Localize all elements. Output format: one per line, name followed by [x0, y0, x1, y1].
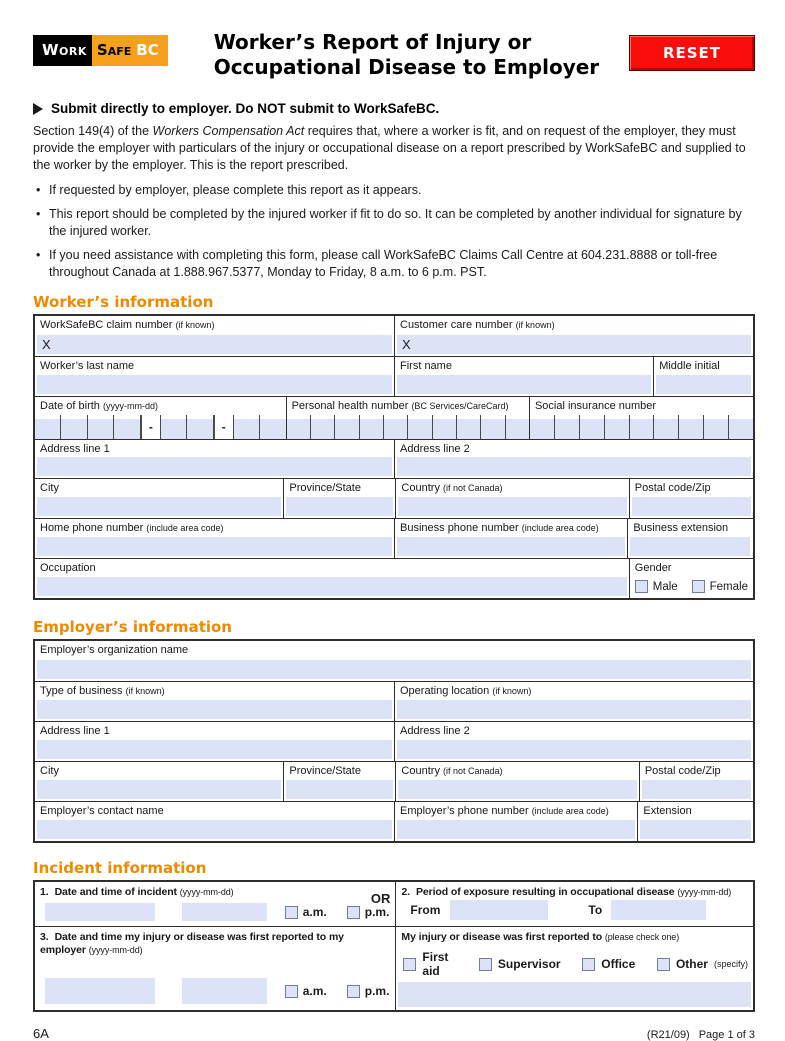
worker-country-field: Country (if not Canada)	[395, 479, 628, 518]
occupation-field	[35, 559, 629, 598]
am-label: a.m.	[302, 905, 327, 919]
exposure-period-field: 2. Period of exposure resulting in occupational disease (yyyy-mm-dd) From To	[395, 882, 753, 926]
organization-name-label: Employer’s organization name	[40, 644, 189, 656]
type-of-business-field: Type of business (if known)	[35, 682, 394, 721]
worksafebc-logo	[33, 35, 168, 66]
employer-province-input[interactable]	[286, 780, 393, 799]
pm-label: p.m.	[364, 905, 390, 919]
supervisor-label: Supervisor	[497, 957, 561, 971]
organization-name-field	[35, 641, 753, 681]
employer-country-field: Country (if not Canada)	[395, 762, 638, 801]
pm-label: p.m.	[364, 984, 390, 998]
employer-contact-input[interactable]	[37, 820, 392, 839]
sin-label: Social insurance number	[534, 400, 657, 412]
revision-code: (R21/09)	[646, 1029, 690, 1041]
employer-country-input[interactable]	[398, 780, 636, 799]
comb-cell	[481, 415, 505, 439]
first-name-input[interactable]	[397, 375, 651, 394]
business-extension-input[interactable]	[630, 537, 749, 556]
worker-province-label: Province/State	[289, 482, 361, 494]
incident-date-time-field: 1. Date and time of incident (yyyy-mm-dd) OR a.m. p.m.	[40, 886, 391, 919]
or-label: OR	[370, 891, 391, 906]
comb-cell	[433, 415, 457, 439]
logo-work-text: Work	[42, 41, 87, 59]
page-title: Worker’s Report of Injury or Occupational Disease to Employer	[213, 30, 600, 79]
worker-address1-label: Address line 1	[40, 443, 110, 455]
comb-dash: -	[141, 415, 161, 439]
employer-extension-label: Extension	[643, 805, 692, 817]
dob-label: Date of birth	[40, 400, 100, 412]
comb-cell	[605, 415, 630, 439]
reported-date-label: Date and time my injury or disease was first reported to my employer	[40, 931, 344, 956]
claim-number-label: WorkSafeBC claim number	[40, 319, 173, 331]
employer-address1-input[interactable]	[37, 740, 392, 759]
date-of-birth-field: Date of birth (yyyy-mm-dd) - -	[35, 397, 286, 439]
worker-section-heading: Worker’s information	[33, 293, 214, 311]
incident-time-input[interactable]	[182, 903, 267, 921]
first-aid-label: First aid	[422, 950, 449, 978]
intro-paragraph: Section 149(4) of the Workers Compensation Act requires that, where a worker is fit, and on request of the employer, they must provide the employer with particulars of the injury or occupational disease on a report prescribed by WorkSafeBC and supplied to the worker by the employer. This is the report prescribed.	[33, 124, 746, 172]
incident-pm-checkbox[interactable]	[347, 906, 360, 919]
female-label: Female	[709, 580, 748, 593]
other-label: Other	[675, 957, 708, 971]
supervisor-checkbox[interactable]	[479, 958, 492, 971]
employer-country-label: Country	[401, 765, 440, 777]
incident-date-input[interactable]	[45, 903, 155, 921]
comb-cell	[234, 415, 260, 439]
comb-cell	[114, 415, 140, 439]
first-name-label: First name	[400, 360, 452, 372]
employer-postal-label: Postal code/Zip	[644, 765, 721, 777]
bullet-item: • If requested by employer, please complete this report as it appears.	[33, 182, 755, 199]
comb-cell	[311, 415, 335, 439]
exposure-to-input[interactable]	[611, 900, 706, 920]
comb-cell	[408, 415, 432, 439]
employer-address2-field	[394, 722, 753, 761]
worker-address1-input[interactable]	[37, 457, 392, 476]
am-label: a.m.	[302, 984, 327, 998]
comb-cell	[506, 415, 529, 439]
home-phone-input[interactable]	[37, 537, 392, 556]
other-specify-input[interactable]	[398, 982, 751, 1007]
last-name-label: Worker’s last name	[40, 360, 135, 372]
phn-comb-input[interactable]	[287, 415, 529, 439]
last-name-field	[35, 357, 394, 396]
bullet-item: • This report should be completed by the injured worker if fit to do so. It can be completed by another individual for signature by the injured worker.	[33, 206, 755, 240]
intro-bullets	[33, 182, 755, 281]
other-checkbox[interactable]	[657, 958, 670, 971]
employer-contact-label: Employer’s contact name	[40, 805, 164, 817]
comb-cell	[384, 415, 408, 439]
from-label: From	[410, 903, 441, 917]
reported-time-input[interactable]	[182, 978, 267, 1004]
comb-cell	[530, 415, 555, 439]
reported-to-field: My injury or disease was first reported to (please check one) First aid Supervisor Office Other (specify)	[395, 927, 753, 1010]
act-name: Workers Compensation Act	[152, 124, 305, 138]
social-insurance-number-field	[529, 397, 753, 439]
employer-address1-field	[35, 722, 394, 761]
employer-province-field	[283, 762, 395, 801]
employer-postal-field	[639, 762, 753, 801]
last-name-input[interactable]	[37, 375, 392, 394]
comb-cell	[360, 415, 384, 439]
employer-extension-field	[637, 802, 753, 841]
worker-address2-input[interactable]	[397, 457, 751, 476]
incident-section-heading: Incident information	[33, 859, 207, 877]
employer-city-input[interactable]	[37, 780, 281, 799]
employer-extension-input[interactable]	[640, 820, 751, 839]
comb-cell	[35, 415, 61, 439]
employer-section-heading: Employer’s information	[33, 618, 232, 636]
employer-postal-input[interactable]	[642, 780, 751, 799]
employer-province-label: Province/State	[289, 765, 361, 777]
bullet-item: • If you need assistance with completing this form, please call WorkSafeBC Claims Call Centre at 604.231.8888 or toll-free throughout Canada at 1.888.967.5377, Monday to Friday, 8 a.m. to 6 p.m. PST.	[33, 247, 755, 281]
logo-bc-text: BC	[136, 41, 159, 59]
reported-pm-checkbox[interactable]	[347, 985, 360, 998]
customer-care-field: Customer care number (if known) X	[394, 316, 753, 356]
form-number: 6A	[33, 1026, 49, 1041]
claim-number-field: WorkSafeBC claim number (if known) X	[35, 316, 394, 356]
employer-address2-input[interactable]	[397, 740, 751, 759]
personal-health-number-field: Personal health number (BC Services/CareCard)	[286, 397, 529, 439]
reported-date-input[interactable]	[45, 978, 155, 1004]
comb-cell	[654, 415, 679, 439]
page-indicator: Page 1 of 3	[698, 1029, 755, 1041]
worker-address2-field	[394, 440, 753, 478]
middle-initial-label: Middle initial	[659, 360, 720, 372]
arrow-right-icon	[33, 103, 43, 115]
comb-cell	[88, 415, 114, 439]
employer-address1-label: Address line 1	[40, 725, 110, 737]
employer-city-field	[35, 762, 283, 801]
employer-info-table	[33, 639, 755, 843]
operating-location-input[interactable]	[397, 700, 751, 719]
worker-province-input[interactable]	[286, 497, 393, 516]
comb-cell	[630, 415, 655, 439]
worker-postal-label: Postal code/Zip	[634, 482, 711, 494]
employer-phone-label: Employer’s phone number	[400, 805, 529, 817]
comb-cell	[335, 415, 359, 439]
worker-postal-input[interactable]	[632, 497, 751, 516]
comb-cell	[679, 415, 704, 439]
worker-postal-field	[629, 479, 753, 518]
office-label: Office	[601, 957, 636, 971]
business-phone-label: Business phone number	[400, 522, 519, 534]
worker-province-field	[283, 479, 395, 518]
employer-contact-field	[35, 802, 394, 841]
middle-initial-input[interactable]	[656, 375, 751, 394]
page-footer	[33, 1026, 755, 1041]
home-phone-field: Home phone number (include area code)	[35, 519, 394, 558]
worker-city-label: City	[40, 482, 59, 494]
sin-comb-input[interactable]	[530, 415, 753, 439]
dob-comb-input[interactable]	[35, 415, 286, 439]
comb-cell	[61, 415, 87, 439]
office-checkbox[interactable]	[582, 958, 595, 971]
exposure-from-input[interactable]	[450, 900, 548, 920]
male-checkbox[interactable]	[635, 580, 648, 593]
occupation-input[interactable]	[37, 577, 627, 596]
comb-cell	[704, 415, 729, 439]
business-phone-input[interactable]	[397, 537, 625, 556]
worker-country-input[interactable]	[398, 497, 626, 516]
reported-am-checkbox[interactable]	[285, 985, 298, 998]
comb-cell	[555, 415, 580, 439]
exposure-period-label: Period of exposure resulting in occupational disease	[415, 886, 675, 898]
incident-date-label: Date and time of incident	[54, 886, 177, 898]
male-label: Male	[652, 580, 678, 593]
claim-number-input[interactable]: X	[37, 335, 392, 354]
reported-date-time-field: 3. Date and time my injury or disease was first reported to my employer (yyyy-mm-dd) a.m. p.m.	[35, 927, 395, 1010]
comb-dash: -	[214, 415, 234, 439]
comb-cell	[161, 415, 187, 439]
occupation-label: Occupation	[40, 562, 96, 574]
employer-phone-field: Employer’s phone number (include area code)	[394, 802, 637, 841]
middle-initial-field	[653, 357, 753, 396]
type-of-business-label: Type of business	[40, 685, 123, 697]
home-phone-label: Home phone number	[40, 522, 144, 534]
comb-cell	[260, 415, 285, 439]
header	[33, 30, 755, 88]
business-phone-field: Business phone number (include area code)	[394, 519, 627, 558]
comb-cell	[580, 415, 605, 439]
reset-button[interactable]: RESET	[629, 35, 755, 71]
gender-label: Gender	[634, 562, 672, 574]
customer-care-label: Customer care number	[400, 319, 513, 331]
business-extension-field	[627, 519, 751, 558]
employer-address2-label: Address line 2	[400, 725, 470, 737]
comb-cell	[729, 415, 753, 439]
worker-address1-field	[35, 440, 394, 478]
worker-city-field	[35, 479, 283, 518]
gender-field	[629, 559, 753, 598]
incident-am-checkbox[interactable]	[285, 906, 298, 919]
comb-cell	[457, 415, 481, 439]
comb-cell	[187, 415, 213, 439]
submit-notice: Submit directly to employer. Do NOT submit to WorkSafeBC.	[33, 101, 755, 116]
employer-phone-input[interactable]	[397, 820, 635, 839]
worker-city-input[interactable]	[37, 497, 281, 516]
customer-care-input[interactable]: X	[397, 335, 751, 354]
organization-name-input[interactable]	[37, 660, 751, 679]
first-aid-checkbox[interactable]	[403, 958, 416, 971]
logo-safe-text: Safe	[96, 41, 132, 59]
reported-to-label: My injury or disease was first reported to	[401, 931, 603, 943]
employer-city-label: City	[40, 765, 59, 777]
worker-address2-label: Address line 2	[400, 443, 470, 455]
business-extension-label: Business extension	[633, 522, 729, 534]
type-of-business-input[interactable]	[37, 700, 392, 719]
operating-location-field: Operating location (if known)	[394, 682, 753, 721]
incident-info-table	[33, 880, 755, 1012]
first-name-field	[394, 357, 653, 396]
comb-cell	[287, 415, 311, 439]
female-checkbox[interactable]	[692, 580, 705, 593]
phn-label: Personal health number	[291, 400, 409, 412]
operating-location-label: Operating location	[400, 685, 490, 697]
to-label: To	[588, 903, 603, 917]
worker-country-label: Country	[401, 482, 440, 494]
worker-info-table	[33, 314, 755, 600]
